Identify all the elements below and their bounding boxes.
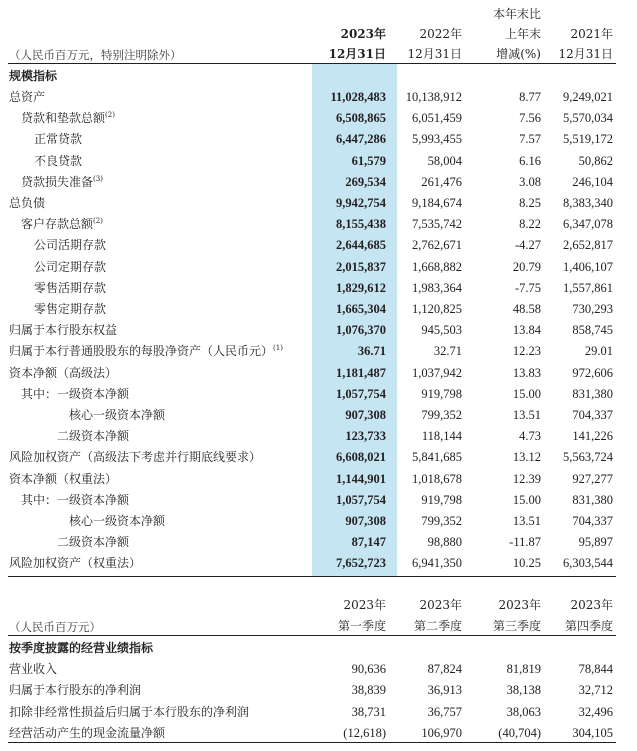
value-2023: 36.71: [357, 344, 386, 359]
row-label-text: 总负债: [9, 196, 46, 210]
table-row: [0, 235, 637, 256]
table-row: [0, 659, 637, 680]
table2-header-rule: [8, 635, 616, 636]
value-q1: (12,618): [343, 725, 386, 740]
value-2021: 927,277: [572, 471, 613, 486]
value-2021: 704,337: [572, 514, 613, 528]
value-2023: 7,652,723: [336, 556, 386, 571]
section-title: 规模指标: [9, 69, 58, 83]
row-label-text: 资本净额（高级法）: [9, 365, 118, 380]
q1-year: 2023年: [343, 598, 386, 612]
row-label: [9, 447, 261, 468]
value-q4: 32,712: [578, 683, 613, 698]
value-change-pct: 13.84: [512, 323, 541, 338]
row-label-text: 贷款损失准备: [21, 174, 94, 189]
value-change-pct: 13.83: [512, 365, 541, 380]
value-2021: 858,745: [572, 323, 613, 338]
row-label: 经营活动产生的现金流量净额: [9, 725, 166, 740]
value-change-pct: 8.25: [519, 196, 541, 210]
value-change-pct: 4.73: [519, 429, 541, 444]
section-row-2: [0, 638, 637, 659]
value-2022: 32.71: [433, 344, 462, 359]
unit-note: （人民币百万元，特别注明除外）: [9, 48, 182, 62]
value-2021: 95,897: [578, 535, 613, 550]
header-2022-year: 2022年: [419, 27, 462, 41]
section-title-2: 按季度披露的经营业绩指标: [9, 641, 154, 655]
table-row: [0, 532, 637, 553]
value-2023: 6,508,865: [336, 111, 386, 126]
value-q2: 36,913: [427, 683, 462, 698]
value-2023: 87,147: [351, 535, 386, 550]
row-label: [9, 193, 45, 214]
row-label-text: 风险加权资产（高级法下考虑并行期底线要求）: [9, 450, 262, 465]
value-q2: 87,824: [427, 662, 462, 676]
table-row: [0, 447, 637, 468]
value-2023: 8,155,438: [336, 217, 386, 232]
table-row: [0, 384, 637, 405]
header-2021-date: 12月31日: [558, 47, 613, 61]
row-label: [9, 129, 82, 150]
value-2023: 2,644,685: [336, 238, 386, 253]
row-label-text: 其中：一级资本净额: [21, 386, 130, 401]
value-2021: 9,249,021: [563, 90, 613, 104]
row-label: [9, 87, 45, 108]
row-label-text: 总资产: [9, 90, 46, 104]
table-row: [0, 320, 637, 341]
value-change-pct: 8.22: [519, 217, 541, 232]
table-row: [0, 108, 637, 129]
header-2021-year: 2021年: [570, 27, 613, 41]
header-2023-year: 2023年: [340, 27, 386, 41]
row-label: [9, 363, 117, 384]
value-2021: 6,347,078: [563, 217, 613, 232]
value-2021: 831,380: [572, 386, 613, 401]
value-q1: 38,731: [351, 704, 386, 719]
row-label: [9, 320, 117, 341]
value-change-pct: 20.79: [512, 259, 541, 274]
value-q3: 38,138: [506, 683, 541, 698]
value-2021: 29.01: [584, 344, 613, 359]
value-2021: 5,519,172: [563, 132, 613, 147]
value-change-pct: 6.16: [519, 153, 541, 168]
value-2022: 799,352: [421, 408, 462, 422]
row-label-text: 其中：一级资本净额: [21, 492, 130, 507]
row-label-text: 正常贷款: [34, 132, 83, 147]
row-label: 归属于本行股东的净利润: [9, 683, 142, 698]
value-2021: 1,557,861: [563, 280, 613, 295]
table-row: [0, 193, 637, 214]
value-2023: 1,076,370: [336, 323, 386, 338]
row-label-text: 归属于本行股东权益: [9, 323, 118, 338]
row-label-text: 风险加权资产（权重法）: [9, 556, 142, 571]
value-2022: 58,004: [427, 153, 462, 168]
value-change-pct: -7.75: [514, 280, 541, 295]
q1-label: 第一季度: [337, 619, 386, 633]
value-2023: 1,144,901: [336, 471, 386, 486]
value-2021: 831,380: [572, 492, 613, 507]
row-label-text: 公司活期存款: [34, 238, 107, 253]
value-2021: 704,337: [572, 408, 613, 422]
table2-bottom-rule: [8, 742, 616, 743]
value-2021: 8,383,340: [563, 196, 613, 210]
value-2022: 919,798: [421, 386, 462, 401]
value-2021: 1,406,107: [563, 259, 613, 274]
value-change-pct: -11.87: [509, 535, 541, 550]
table-row: [0, 87, 637, 108]
table1-bottom-rule: [8, 576, 616, 577]
row-label: [9, 341, 283, 362]
value-change-pct: 48.58: [512, 302, 541, 316]
section-row: [0, 66, 637, 87]
row-label: 扣除非经常性损益后归属于本行股东的净利润: [9, 704, 250, 719]
value-q3: 38,063: [506, 704, 541, 719]
value-q4: 78,844: [578, 662, 613, 676]
value-change-pct: 10.25: [512, 556, 541, 571]
value-q3: 81,819: [506, 662, 541, 676]
value-2022: 1,037,942: [412, 365, 462, 380]
value-2021: 2,652,817: [563, 238, 613, 253]
value-2023: 1,057,754: [336, 492, 386, 507]
value-2022: 5,841,685: [412, 450, 462, 465]
value-change-pct: 7.57: [519, 132, 541, 147]
table-row: [0, 680, 637, 701]
unit-note-2: （人民币百万元）: [9, 620, 101, 634]
row-label: [9, 426, 129, 447]
header-2023-date: 12月31日: [328, 47, 386, 61]
value-2021: 50,862: [578, 153, 613, 168]
value-2023: 269,534: [345, 174, 386, 189]
table-row: [0, 702, 637, 723]
row-label: [9, 235, 106, 256]
row-label: [9, 384, 129, 405]
value-change-pct: 3.08: [519, 174, 541, 189]
row-label-text: 二级资本净额: [57, 429, 130, 444]
row-label-text: 零售活期存款: [34, 280, 107, 295]
value-change-pct: 15.00: [512, 386, 541, 401]
table-row: [0, 172, 637, 193]
value-2023: 907,308: [345, 514, 386, 528]
row-label-text: 贷款和垫款总额: [21, 111, 106, 126]
value-2022: 799,352: [421, 514, 462, 528]
row-label-text: 零售定期存款: [34, 302, 107, 316]
value-change-pct: 8.77: [519, 90, 541, 104]
value-2022: 1,120,825: [412, 302, 462, 316]
header-change-line0: 本年末比: [492, 7, 541, 21]
value-2022: 1,668,882: [412, 259, 462, 274]
table-row: [0, 129, 637, 150]
value-2022: 919,798: [421, 492, 462, 507]
value-q1: 38,839: [351, 683, 386, 698]
value-change-pct: 12.39: [512, 471, 541, 486]
value-2022: 7,535,742: [412, 217, 462, 232]
footnote-marker: (1): [273, 344, 283, 353]
value-2023: 11,028,483: [330, 90, 386, 104]
footnote-marker: (2): [93, 217, 103, 226]
table-row: [0, 723, 637, 744]
row-label-text: 核心一级资本净额: [69, 408, 166, 422]
row-label: [9, 511, 165, 532]
value-change-pct: 13.51: [512, 514, 541, 528]
row-label: [9, 490, 129, 511]
table-row: [0, 426, 637, 447]
row-label: [9, 299, 106, 320]
value-2021: 246,104: [572, 174, 613, 189]
row-label-text: 归属于本行普通股股东的每股净资产（人民币元）: [9, 344, 274, 359]
header-change-line2: 增减(%): [496, 47, 541, 61]
row-label-text: 客户存款总额: [21, 217, 94, 232]
value-change-pct: 15.00: [512, 492, 541, 507]
q3-label: 第三季度: [492, 619, 541, 633]
row-label-text: 资本净额（权重法）: [9, 471, 118, 486]
value-2023: 1,829,612: [336, 280, 386, 295]
value-change-pct: -4.27: [514, 238, 541, 253]
value-q4: 304,105: [572, 725, 613, 740]
table-row: [0, 405, 637, 426]
table-row: [0, 553, 637, 574]
table-row: [0, 257, 637, 278]
value-2022: 6,051,459: [412, 111, 462, 126]
table-row: [0, 490, 637, 511]
value-2021: 5,570,034: [563, 111, 613, 126]
value-2021: 5,563,724: [563, 450, 613, 465]
row-label: [9, 108, 115, 129]
value-2023: 6,608,021: [336, 450, 386, 465]
row-label: [9, 469, 117, 490]
footnote-marker: (2): [105, 111, 115, 120]
value-change-pct: 7.56: [519, 111, 541, 126]
value-q1: 90,636: [351, 662, 386, 676]
value-q4: 32,496: [578, 704, 613, 719]
value-2022: 5,993,455: [412, 132, 462, 147]
row-label: [9, 553, 141, 574]
row-label: [9, 214, 103, 235]
value-change-pct: 13.51: [512, 408, 541, 422]
q4-year: 2023年: [570, 598, 613, 612]
row-label: [9, 532, 129, 553]
row-label-text: 核心一级资本净额: [69, 514, 166, 528]
row-label: [9, 151, 82, 172]
row-label-text: 公司定期存款: [34, 259, 107, 274]
value-2022: 2,762,671: [412, 238, 462, 253]
footnote-marker: (3): [93, 174, 103, 183]
table-row: [0, 469, 637, 490]
value-q2: 106,970: [421, 725, 462, 740]
value-2023: 1,057,754: [336, 386, 386, 401]
value-2022: 6,941,350: [412, 556, 462, 571]
header-rule: [8, 63, 616, 64]
row-label-text: 不良贷款: [34, 153, 83, 168]
table-row: [0, 214, 637, 235]
header-2022-date: 12月31日: [407, 47, 462, 61]
row-label-text: 二级资本净额: [57, 535, 130, 550]
value-2023: 1,181,487: [336, 365, 386, 380]
value-2021: 141,226: [572, 429, 613, 444]
value-2023: 61,579: [351, 153, 386, 168]
table-row: [0, 151, 637, 172]
value-2022: 1,018,678: [412, 471, 462, 486]
value-2023: 907,308: [345, 408, 386, 422]
value-2022: 945,503: [421, 323, 462, 338]
value-2022: 10,138,912: [405, 90, 462, 104]
table-row: [0, 363, 637, 384]
value-2023: 1,665,304: [336, 302, 386, 316]
row-label: [9, 257, 106, 278]
value-2021: 972,606: [572, 365, 613, 380]
q3-year: 2023年: [498, 598, 541, 612]
value-2023: 9,942,754: [336, 196, 386, 210]
table-row: [0, 299, 637, 320]
table-row: [0, 511, 637, 532]
table-row: [0, 341, 637, 362]
value-2022: 1,983,364: [412, 280, 462, 295]
value-2021: 6,303,544: [563, 556, 613, 571]
row-label: 营业收入: [9, 662, 58, 676]
value-q3: (40,704): [498, 725, 541, 740]
value-2022: 261,476: [421, 174, 462, 189]
value-q2: 36,757: [427, 704, 462, 719]
value-change-pct: 13.12: [512, 450, 541, 465]
table-row: [0, 278, 637, 299]
row-label: [9, 172, 103, 193]
row-label: [9, 405, 165, 426]
value-2023: 123,733: [345, 429, 386, 444]
value-change-pct: 12.23: [512, 344, 541, 359]
value-2023: 2,015,837: [336, 259, 386, 274]
q2-label: 第二季度: [413, 619, 462, 633]
value-2022: 118,144: [421, 429, 462, 444]
value-2022: 98,880: [427, 535, 462, 550]
value-2021: 730,293: [572, 302, 613, 316]
value-2022: 9,184,674: [412, 196, 462, 210]
header-change-line1: 上年末: [504, 27, 541, 41]
q2-year: 2023年: [419, 598, 462, 612]
value-2023: 6,447,286: [336, 132, 386, 147]
q4-label: 第四季度: [564, 619, 613, 633]
row-label: [9, 278, 106, 299]
